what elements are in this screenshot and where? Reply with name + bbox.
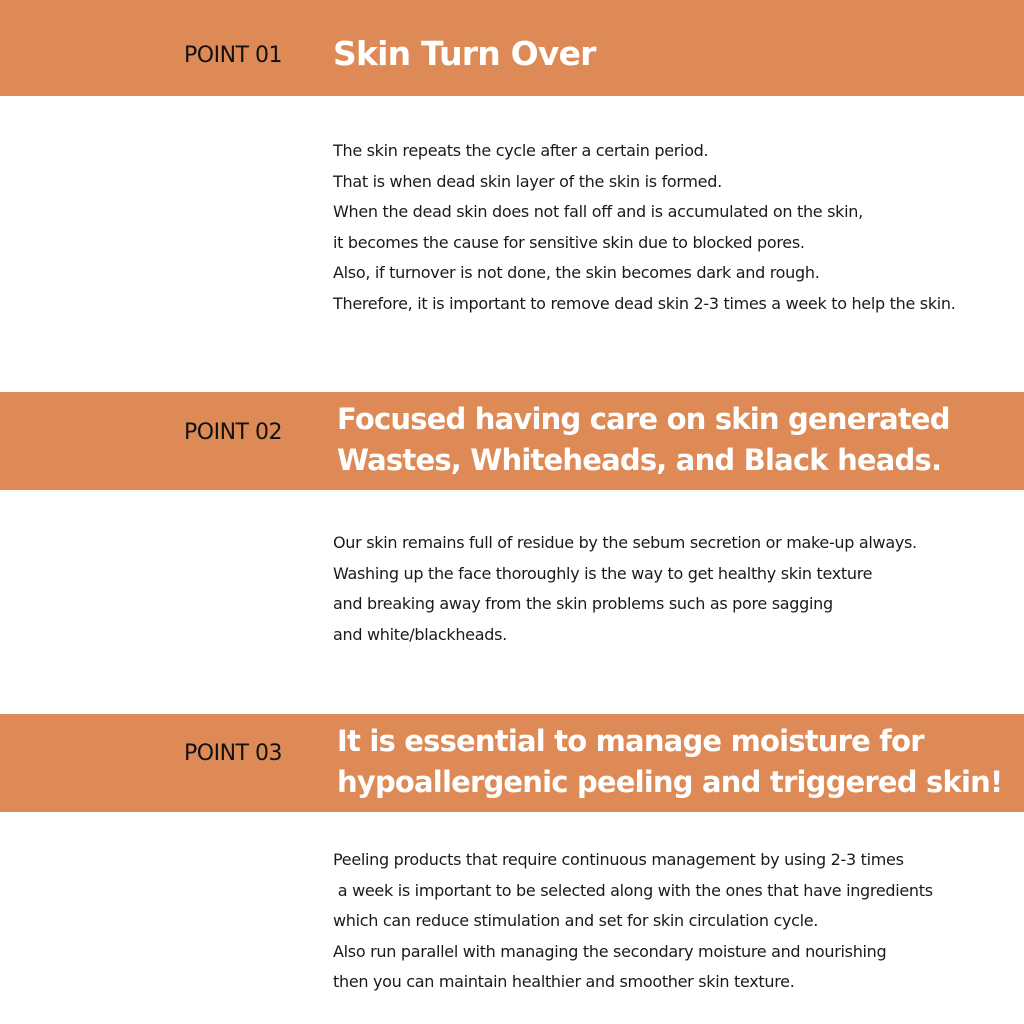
section-2-body-line: and breaking away from the skin problems such as pore sagging xyxy=(333,594,833,614)
section-3-body-line: Peeling products that require continuous management by using 2-3 times xyxy=(333,850,904,869)
section-3-heading-line: It is essential to manage moisture for xyxy=(337,724,924,758)
section-2-body-line: Our skin remains full of residue by the sebum secretion or make-up always. xyxy=(333,533,917,552)
point-02-label: POINT 02 xyxy=(184,420,282,445)
section-2-heading-line: Wastes, Whiteheads, and Black heads. xyxy=(337,443,942,477)
point-01-label: POINT 01 xyxy=(184,43,282,68)
section-3-body xyxy=(333,845,1013,998)
section-1-body-line: it becomes the cause for sensitive skin due to blocked pores. xyxy=(333,232,805,252)
section-3-body-line: a week is important to be selected along with the ones that have ingredients xyxy=(333,880,933,900)
section-1-body xyxy=(333,136,1013,320)
section-3-heading-line: hypoallergenic peeling and triggered skin! xyxy=(337,765,1003,799)
section-3-body-line: which can reduce stimulation and set for skin circulation cycle. xyxy=(333,911,819,931)
section-2-body xyxy=(333,528,1013,650)
point-03-label: POINT 03 xyxy=(184,741,282,766)
section-1-body-line: Also, if turnover is not done, the skin becomes dark and rough. xyxy=(333,263,820,283)
section-1-body-line: That is when dead skin layer of the skin is formed. xyxy=(333,171,722,191)
section-3-body-line: then you can maintain healthier and smoother skin texture. xyxy=(333,972,795,992)
section-1-body-line: Therefore, it is important to remove dead skin 2-3 times a week to help the skin. xyxy=(333,293,956,313)
section-1-heading-line: Skin Turn Over xyxy=(333,34,596,73)
section-2-body-line: Washing up the face thoroughly is the way to get healthy skin texture xyxy=(333,563,873,583)
section-2-body-line: and white/blackheads. xyxy=(333,624,507,644)
section-1-body-line: The skin repeats the cycle after a certain period. xyxy=(333,141,709,160)
section-3-body-line: Also run parallel with managing the secondary moisture and nourishing xyxy=(333,941,887,961)
section-1-heading xyxy=(333,32,596,76)
section-1-body-line: When the dead skin does not fall off and is accumulated on the skin, xyxy=(333,202,863,222)
section-2-heading xyxy=(337,399,950,481)
section-3-heading xyxy=(337,721,1002,803)
section-2-heading-line: Focused having care on skin generated xyxy=(337,402,950,436)
